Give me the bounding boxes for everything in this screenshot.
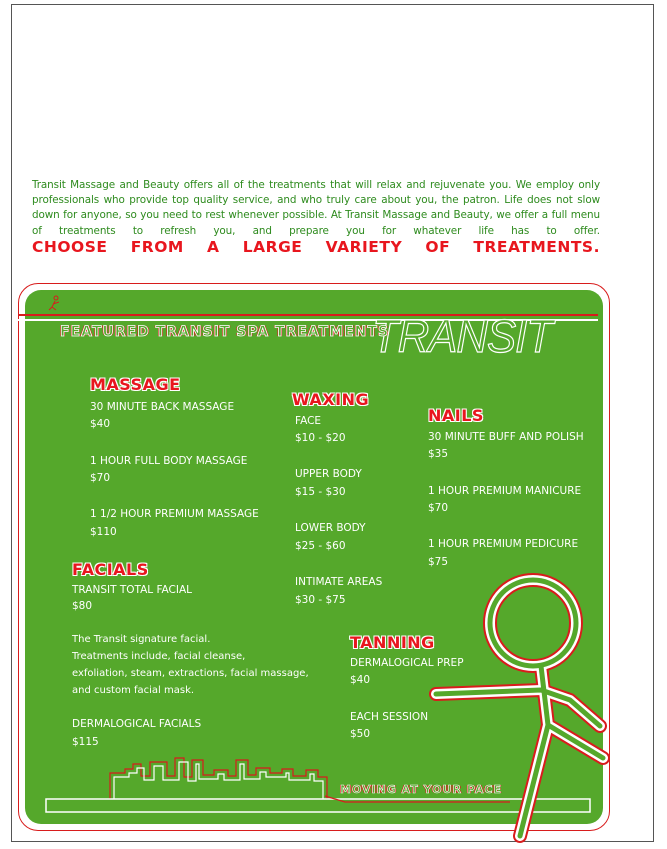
massage-item-price: $110: [90, 526, 117, 538]
choose-word: CHOOSE: [32, 238, 108, 256]
nails-item-price: $75: [428, 556, 449, 568]
nails-item-name: 1 HOUR PREMIUM MANICURE: [428, 485, 582, 497]
massage-item-name: 1 HOUR FULL BODY MASSAGE: [90, 455, 248, 467]
nails-item-price: $70: [428, 502, 449, 514]
tanning-item-price: $50: [350, 728, 371, 740]
nails-item-name: 1 HOUR PREMIUM PEDICURE: [428, 538, 579, 550]
tagline: MOVING AT YOUR PACE: [340, 783, 502, 796]
waxing-item-price: $15 - $30: [295, 486, 346, 498]
choose-word: A: [207, 238, 220, 256]
waxing-item-name: INTIMATE AREAS: [295, 576, 383, 588]
choose-word: OF: [425, 238, 451, 256]
waxing-item-name: FACE: [295, 415, 322, 427]
massage-item-name: 1 1/2 HOUR PREMIUM MASSAGE: [90, 508, 259, 520]
massage-heading: MASSAGE: [90, 375, 181, 394]
nails-item-name: 30 MINUTE BUFF AND POLISH: [428, 431, 584, 443]
waxing-item-name: UPPER BODY: [295, 468, 362, 480]
waxing-item-price: $30 - $75: [295, 594, 346, 606]
facials-item-name: DERMALOGICAL FACIALS: [72, 718, 202, 730]
massage-item-price: $70: [90, 472, 111, 484]
facials-description-line: and custom facial mask.: [72, 685, 195, 696]
choose-word: TREATMENTS.: [473, 238, 600, 256]
intro-paragraph: Transit Massage and Beauty offers all of the treatments that will relax and rejuvenate you. We employ only professionals who provide top quality service, and who truly care about you, the patron. Life does not slow down for anyone, so you need to rest whenever possible. At Transit Massage and Beauty, we offer a full menu of treatments to refresh you, and prepare you for whatever life has to offer.: [32, 179, 600, 237]
choose-word: LARGE: [242, 238, 303, 256]
tanning-item-price: $40: [350, 674, 371, 686]
bottom-rail-white: [46, 799, 590, 812]
waxing-item-price: $25 - $60: [295, 540, 346, 552]
facials-description: [72, 631, 332, 699]
tanning-heading: TANNING: [350, 633, 435, 652]
facials-description-line: exfoliation, steam, extractions, facial massage,: [72, 668, 309, 679]
waxing-item-name: LOWER BODY: [295, 522, 366, 534]
transit-logo: TRANSIT: [372, 310, 556, 362]
facials-item-price: $115: [72, 736, 99, 748]
massage-item-name: 30 MINUTE BACK MASSAGE: [90, 401, 235, 413]
nails-heading: NAILS: [428, 406, 484, 425]
massage-item-price: $40: [90, 418, 111, 430]
facials-heading: FACIALS: [72, 560, 149, 579]
tanning-item-name: EACH SESSION: [350, 711, 429, 723]
choose-word: VARIETY: [325, 238, 403, 256]
choose-word: FROM: [130, 238, 184, 256]
tanning-item-name: DERMALOGICAL PREP: [350, 657, 464, 669]
skyline-inner: [114, 762, 323, 799]
featured-title: FEATURED TRANSIT SPA TREATMENTS: [60, 324, 390, 340]
waxing-item-price: $10 - $20: [295, 432, 346, 444]
facials-description-line: The Transit signature facial.: [72, 634, 211, 645]
facials-item-price: $80: [72, 600, 93, 612]
waxing-heading: WAXING: [292, 390, 370, 409]
runner-figure: [436, 580, 603, 836]
facials-item-name: TRANSIT TOTAL FACIAL: [72, 584, 193, 596]
facials-description-line: Treatments include, facial cleanse,: [72, 651, 246, 662]
nails-item-price: $35: [428, 448, 449, 460]
small-runner-icon: [49, 296, 59, 310]
